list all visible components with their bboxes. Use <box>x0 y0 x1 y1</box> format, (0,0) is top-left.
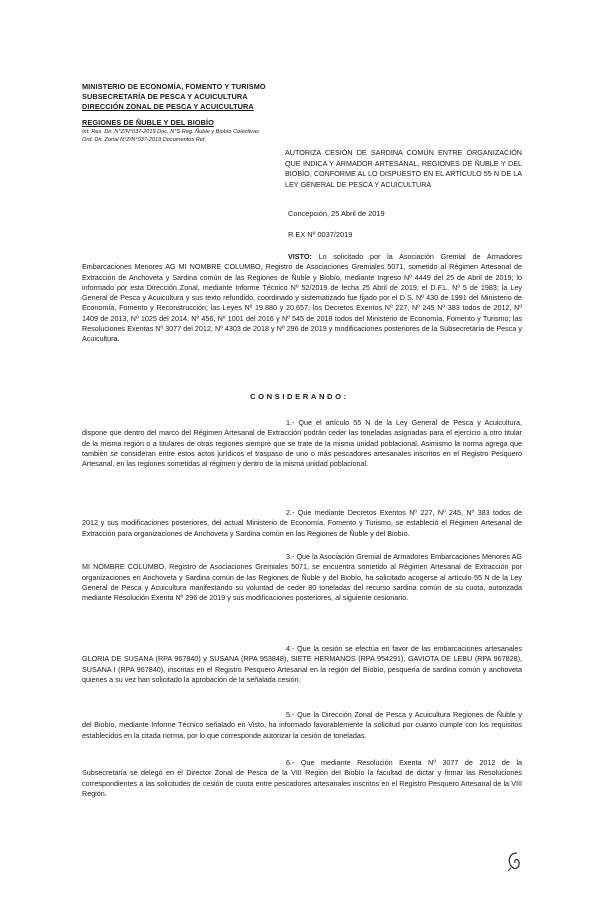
visto-text: Lo solicitado por la Asociación Gremial de Armadores Embarcaciones Menores AG MI NOMBRE COLUMBO, Registro de Asociaciones Gremiales 5071, sometido al Régimen Artesanal de Extracción de Anchoveta y Sardina común de las Regiones de Ñuble y Biobío, mediante Ingreso Nº 4449 del 25 de Abril de 2019; lo informado por esta Dirección Zonal, mediante Informe Técnico Nº 52/2019 de fecha 25 Abril de 2019; el D.F.L. Nº 5 de 1983; la Ley General de Pesca y Acuicultura y sus texto refundido, coordinado y sistematizado fue fijado por el D.S. Nº 430 de 1991 del Ministerio de Economía, Fomento y Reconstrucción; las Leyes Nº 19.880 y 20.657; los Decretos Exentos Nº 227, Nº 245 Nº 383 todos de 2012, Nº 1409 de 2013, Nº 1025 del 2014, Nº 456, Nº 1001 del 2016 y Nº 545 de 2018 todos del Ministerio de Economía, Fomento y Turismo; las Resoluciones Exentas Nº 3077 del 2012, Nº 4303 de 2018 y Nº 296 de 2019 y modificaciones posteriores de la Subsecretaría de Pesca y Acuicultura. <box>82 252 522 344</box>
considerando-3-text: Embarcaciones Menores AG MI NOMBRE COLUMBO, Registro de Asociaciones Gremiales 5071, se encuentra sometido al Régimen Artesanal de Extracción por organizaciones en Anchoveta y Sardina común de las Regiones de Ñuble y del Biobío, ha solicitado acogerse al artículo 55 N de la Ley General de Pesca y Acuicultura manifestando su voluntad de ceder 80 toneladas del recurso sardina común de su cuota, autorizada mediante Resolución Exenta Nº 296 de 2019 y sus modificaciones posteriores, al siguiente cesionario. <box>82 552 522 603</box>
considerando-6-text: de la Subsecretaría se delegó en el Director Zonal de Pesca de la VIII Región del Biobío la facultad de dictar y firmar las Resoluciones correspondientes a las solicitudes de cesión de cuota entre pescadores artesanales inscritos en el Registro Pesquero Artesanal de la VIII Región. <box>82 758 522 798</box>
resolution-number: R EX Nº 0037/2019 <box>288 230 353 239</box>
considerando-2-lead: 2.- Que mediante Decretos Exentos Nº 227, Nº 245, Nº <box>286 508 475 517</box>
considerando-2 <box>82 508 522 539</box>
considerando-5-lead: 5.- Que la Dirección Zonal de Pesca y Acuicultura <box>286 710 451 719</box>
considerando-6-lead: 6.- Que mediante Resolución Exenta Nº 3077 de 2012 <box>286 758 496 767</box>
letterhead-reference-1: Int. Res. Dir. N°Z/N°037-2019 Doc. N°S Reg. Ñuble y Biobío Colectivas <box>82 129 259 135</box>
letterhead-reference-2: Ord. Dir. Zonal N°Z/N°037-2019 Documentos Ref. <box>82 137 206 143</box>
considerando-heading: CONSIDERANDO: <box>250 392 349 401</box>
considerando-4 <box>82 644 522 685</box>
considerando-4-text: embarcaciones artesanales GLORIA DE SUSANA (RPA 967840) y SUSANA (RPA 953848), SIETE HERMANOS (RPA 954291), GAVIOTA DE LEBU (RPA 967828), SUSANA I (RPA 967840), inscritas en el Registro Pesquero Artesanal en la región del Biobío, pesquería de sardina común y anchoveta quienes a su vez han solicitado la aprobación de la señalada cesión. <box>82 644 523 684</box>
considerando-3-lead: 3.- Que la Asociación Gremial de Armadores <box>286 552 429 561</box>
letterhead-ministry: MINISTERIO DE ECONOMÍA, FOMENTO Y TURISMO <box>82 82 266 91</box>
visto-paragraph <box>82 252 522 345</box>
considerando-5-text: Regiones de Ñuble y del Biobío, mediante Informe Técnico señalado en Visto, ha informado favorablemente la solicitud por cuanto cumple con los requisitos establecidos en la citada norma, por lo que corresponde autorizar la cesión de toneladas. <box>82 710 523 740</box>
letterhead-undersecretariat: SUBSECRETARÍA DE PESCA Y ACUICULTURA <box>82 92 248 101</box>
letterhead-regions: REGIONES DE ÑUBLE Y DEL BIOBÍO <box>82 118 214 127</box>
considerando-1-lead: 1.- Que el artículo 55 N de la Ley General de Pesca y <box>286 418 481 427</box>
considerando-6 <box>82 758 522 799</box>
considerando-2-text: 383 todos de 2012 y sus modificaciones posteriores, del actual Ministerio de Economía, Fomento y Turismo, se estableció el Régimen Artesanal de Extracción para organizaciones de Anchoveta y Sardina común en las Regiones de Ñuble y del Biobío. <box>82 508 522 538</box>
considerando-1-text: Acuicultura, dispone que dentro del marco del Régimen Artesanal de Extracción podrán ceder las toneladas asignadas para el ejercicio a otro titular de la misma región o a titulares de otras regiones siempre que se trate de la misma unidad poblacional. Asimismo la norma agrega que también se consideran entre estos actos jurídicos el traspaso de uno o más pescadores artesanales inscritos en el Registro Pesquero Artesanal, en las regiones sometidas al régimen y dentro de la misma unidad poblacional. <box>82 418 522 469</box>
letterhead-directorate: DIRECCIÓN ZONAL DE PESCA Y ACUICULTURA <box>82 102 254 111</box>
letterhead <box>82 82 322 144</box>
resolution-date: Concepción, 25 Abril de 2019 <box>288 209 385 218</box>
visto-label: VISTO: <box>288 252 312 261</box>
considerando-1 <box>82 418 522 469</box>
initials-mark <box>503 850 525 872</box>
considerando-5 <box>82 710 522 741</box>
considerando-4-lead: 4.- Que la cesión se efectúa en favor de las <box>286 644 431 653</box>
resolution-subject: AUTORIZA CESIÓN DE SARDINA COMÚN ENTRE ORGANIZACIÓN QUE INDICA Y ARMADOR ARTESANAL, REGIONES DE ÑUBLE Y DEL BIOBÍO, CONFORME AL LO DISPUESTO EN EL ARTÍCULO 55 N DE LA LEY GENERAL DE PESCA Y ACUICULTURA <box>285 148 522 189</box>
considerando-3 <box>82 552 522 603</box>
